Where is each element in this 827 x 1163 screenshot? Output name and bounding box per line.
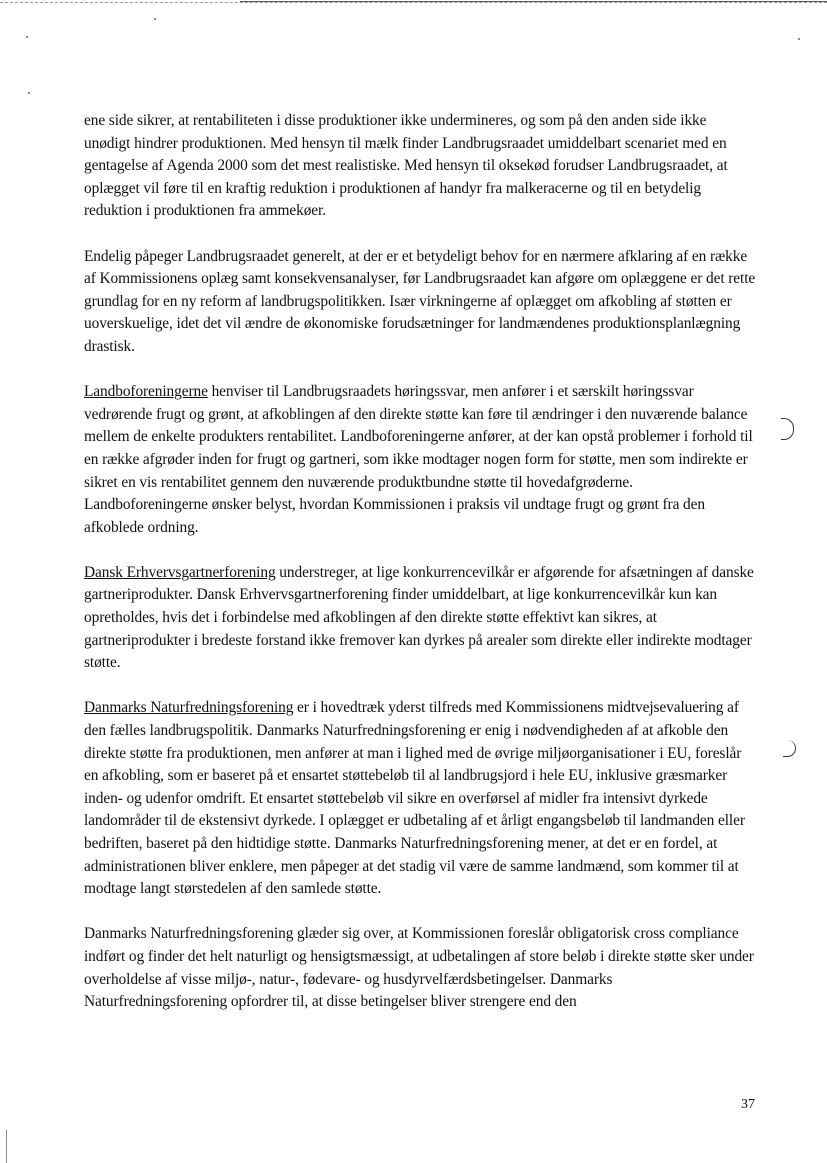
paragraph-text: understreger, at lige konkurrencevilkår er afgørende for afsætningen af danske gartneriprodukter. Dansk Erhvervsgartnerforening finder umiddelbart, at lige konkurrencevilkår kun kan opretholdes, hvis det i forbindelse med afkoblingen af den direkte støtte effektivt kan sikres, at gartneriprodukter i bredeste forstand ikke fremover kan dyrkes på arealer som direkte eller indirekte modtager støtte.: [84, 563, 754, 672]
organization-name: Danmarks Naturfredningsforening: [84, 699, 294, 717]
top-scan-edge: [0, 2, 827, 3]
paragraph: [84, 923, 756, 1013]
paragraph: [84, 562, 756, 675]
scan-speck: [26, 36, 28, 38]
scan-speck: [798, 38, 800, 40]
paragraph: [84, 246, 756, 359]
paragraph-text: Endelig påpeger Landbrugsraadet generelt, at der er et betydeligt behov for en nærmere afklaring af en række af Kommissionens oplæg samt konsekvensanalyser, før Landbrugsraadet kan afgøre om oplæggene er det rette grundlag for en ny reform af landbrugspolitikken. Især virkningerne af oplægget om afkobling af støtten er uoverskuelige, idet det vil ændre de økonomiske forudsætninger for landmændenes produktionsplanlægning drastisk.: [84, 247, 756, 355]
organization-name: Dansk Erhvervsgartnerforening: [84, 563, 276, 581]
organization-name: Landboforeningerne: [84, 383, 208, 401]
paragraph-text: Danmarks Naturfredningsforening glæder sig over, at Kommissionen foreslår obligatorisk cross compliance indført og finder det helt naturligt og hensigtsmæssigt, at udbetalingen af store beløb i direkte støtte sker under overholdelse af visse miljø-, natur-, fødevare- og husdyrvelfærdsbetingelser. Danmarks Naturfredningsforening opfordrer til, at disse betingelser bliver strengere end den: [84, 925, 754, 1011]
paragraph: [84, 697, 756, 900]
paragraph-text: ene side sikrer, at rentabiliteten i disse produktioner ikke undermineres, og som på den anden side ikke unødigt hindrer produktionen. Med hensyn til mælk finder Landbrugsraadet umiddelbart scenariet med en gentagelse af Agenda 2000 som det mest realistiske. Med hensyn til oksekød forudser Landbrugsraadet, at oplægget vil føre til en kraftig reduktion i produktionen af handyr fra malkeracerne og til en betydelig reduktion i produktionen fra ammekøer.: [84, 112, 728, 220]
paragraph: [84, 110, 756, 223]
scan-edge-line: [6, 1130, 7, 1163]
margin-bracket-mark: [783, 740, 796, 757]
paragraph-text: er i hovedtræk yderst tilfreds med Kommissionens midtvejsevaluering af den fælles landbrugspolitik. Danmarks Naturfredningsforening er enig i nødvendigheden af at afkoble den direkte støtte fra produktionen, men anfører at man i lighed med de øvrige miljøorganisationer i EU, foreslår en afkobling, som er baseret på et ensartet støttebeløb til al landbrugsjord i hele EU, inklusive græsmarker inden- og udenfor omdrift. Et ensartet støttebeløb vil sikre en overførsel af midler fra intensivt dyrkede landområder til de ekstensivt dyrkede. I oplægget er udbetaling af et årligt engangsbeløb til landmanden eller bedriften, baseret på den hidtidige støtte. Danmarks Naturfredningsforening mener, at det er en fordel, at administrationen bliver enklere, men påpeger at det stadig vil være de samme landmænd, som kommer til at modtage langt størstedelen af den samlede støtte.: [84, 699, 745, 898]
scan-speck: [28, 92, 30, 94]
paragraph-text: henviser til Landbrugsraadets høringssvar, men anfører i et særskilt høringssvar vedrørende frugt og grønt, at afkoblingen af den direkte støtte kan føre til ændringer i den nuværende balance mellem de enkelte produkters rentabilitet. Landboforeningerne anfører, at der kan opstå problemer i forhold til en række afgrøder inden for frugt og gartneri, som ikke modtager nogen form for støtte, men som indirekte er sikret en vis rentabilitet gennem den nuværende produktbundne støtte til hovedafgrøderne. Landboforeningerne ønsker belyst, hvordan Kommissionen i praksis vil undtage frugt og grønt fra den afkoblede ordning.: [84, 383, 753, 536]
scan-speck: [154, 18, 156, 20]
document-body: [84, 110, 756, 1014]
margin-bracket-mark: [781, 418, 794, 440]
paragraph: [84, 381, 756, 539]
page-number: 37: [741, 1097, 755, 1112]
top-rule: [240, 1, 827, 2]
